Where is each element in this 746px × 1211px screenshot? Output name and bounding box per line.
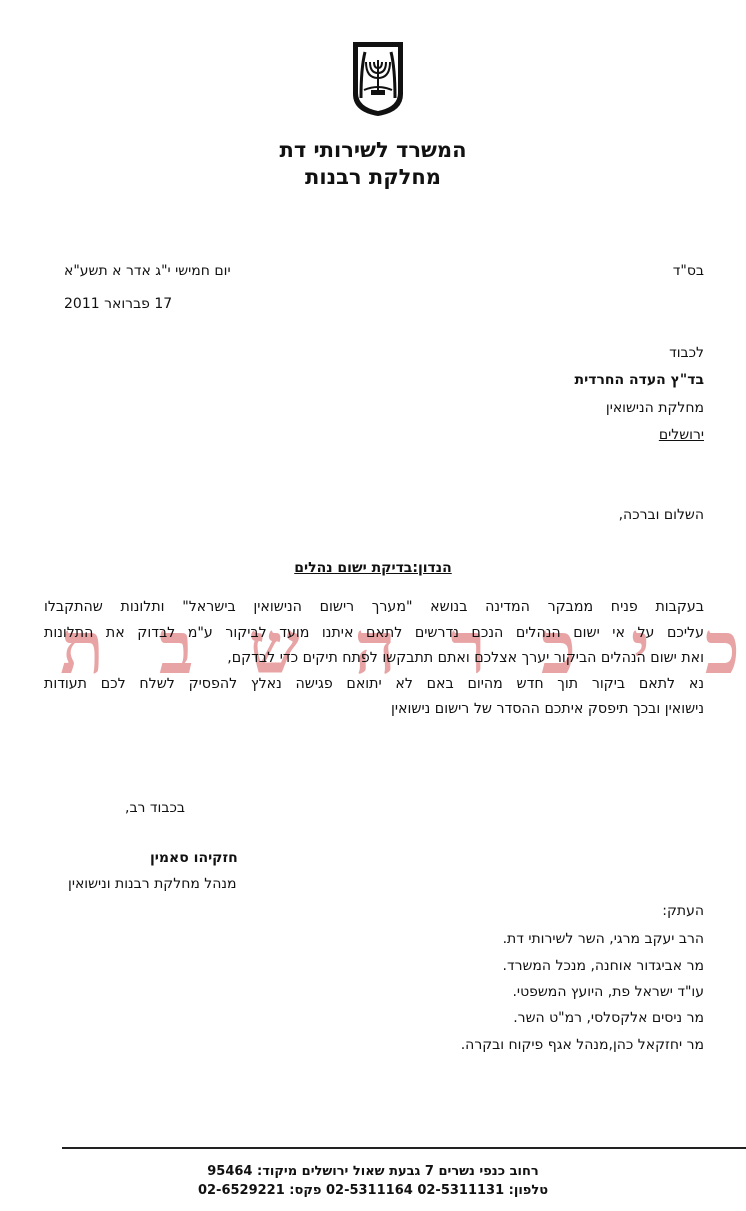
recipient-city: ירושלים	[658, 427, 704, 443]
cc-item: הרב יעקב מרגי, השר לשירותי דת.	[502, 931, 704, 947]
signatory-name: חזקיהו סאמין	[150, 850, 238, 866]
body-line: בעקבות פניח ממבקר המדינה בנושא "מערך רישום הנישואין בישראל" ותלונות שהתקבלו	[44, 599, 704, 615]
state-emblem-icon	[349, 38, 407, 118]
watermark-letter: כ	[540, 605, 577, 690]
body-line: עליכם על אי ישום הנהלים הנכם נדרשים לתאם איתנו מועד לביקור ע"מ לבדוק את התלונות	[44, 624, 704, 641]
body-line: נא לתאם ביקור תוך חדש מהיום באם לא יתואם פגישה נאלץ להפסיק לשלח לכם תעודות	[44, 675, 704, 692]
gregorian-date: 17 פברואר 2011	[64, 296, 173, 312]
closing: בכבוד רב,	[125, 800, 185, 816]
cc-item: מר יחזקאל כהן,מנהל אגף פיקוח ובקרה.	[460, 1037, 704, 1053]
body-line: נישואין ובכך תיפסק איתכם ההסדר של רישום נישואין	[391, 701, 704, 717]
watermark-letter: ת	[60, 605, 104, 690]
recipient-salutation: לכבוד	[669, 345, 704, 361]
footer-phones: טלפון: 02-5311131 02-5311164 פקס: 02-6529221	[197, 1183, 549, 1198]
recipient-department: מחלקת הנישואין	[605, 400, 704, 416]
subject-line: הנדון:בדיקת ישום נהלים	[294, 560, 452, 576]
watermark-letter: י	[631, 605, 650, 690]
cc-item: עו"ד ישראל פת, היועץ המשפטי.	[512, 984, 704, 1000]
hebrew-date: יום חמישי י"ג אדר א תשע"א	[64, 263, 231, 279]
cc-item: מר אביגדור אוחנה, מנכל המשרד.	[502, 958, 704, 974]
watermark-letter: ב	[158, 605, 194, 690]
department-name: מחלקת רבנות	[305, 165, 441, 189]
cc-item: מר ניסים אלקסלסי, רמ"ט השר.	[513, 1010, 704, 1026]
recipient-name: בד"ץ העדה החרדית	[574, 372, 704, 388]
watermark-letter: כ	[704, 605, 740, 690]
bsd-mark: בס"ד	[672, 263, 704, 279]
watermark-letter: ש	[248, 605, 300, 690]
signatory-title: מנהל מחלקת רבנות ונישואין	[68, 876, 237, 892]
watermark-letter: ר	[450, 605, 487, 690]
ministry-name: המשרד לשירותי דת	[279, 138, 467, 162]
cc-label: העתק:	[662, 903, 704, 919]
greeting: השלום וברכה,	[618, 507, 704, 523]
letter-body	[44, 595, 704, 723]
footer-divider	[62, 1147, 746, 1149]
body-line: ואת ישום הנהלים הביקור יערך אצלכם ואתם תתבקשו לפתח תיקים כדי לבדקם,	[227, 650, 704, 666]
watermark-letter: ה	[354, 605, 396, 690]
footer-address: רחוב כנפי נשרים 7 גבעת שאול ירושלים מיקוד: 95464	[207, 1164, 539, 1179]
